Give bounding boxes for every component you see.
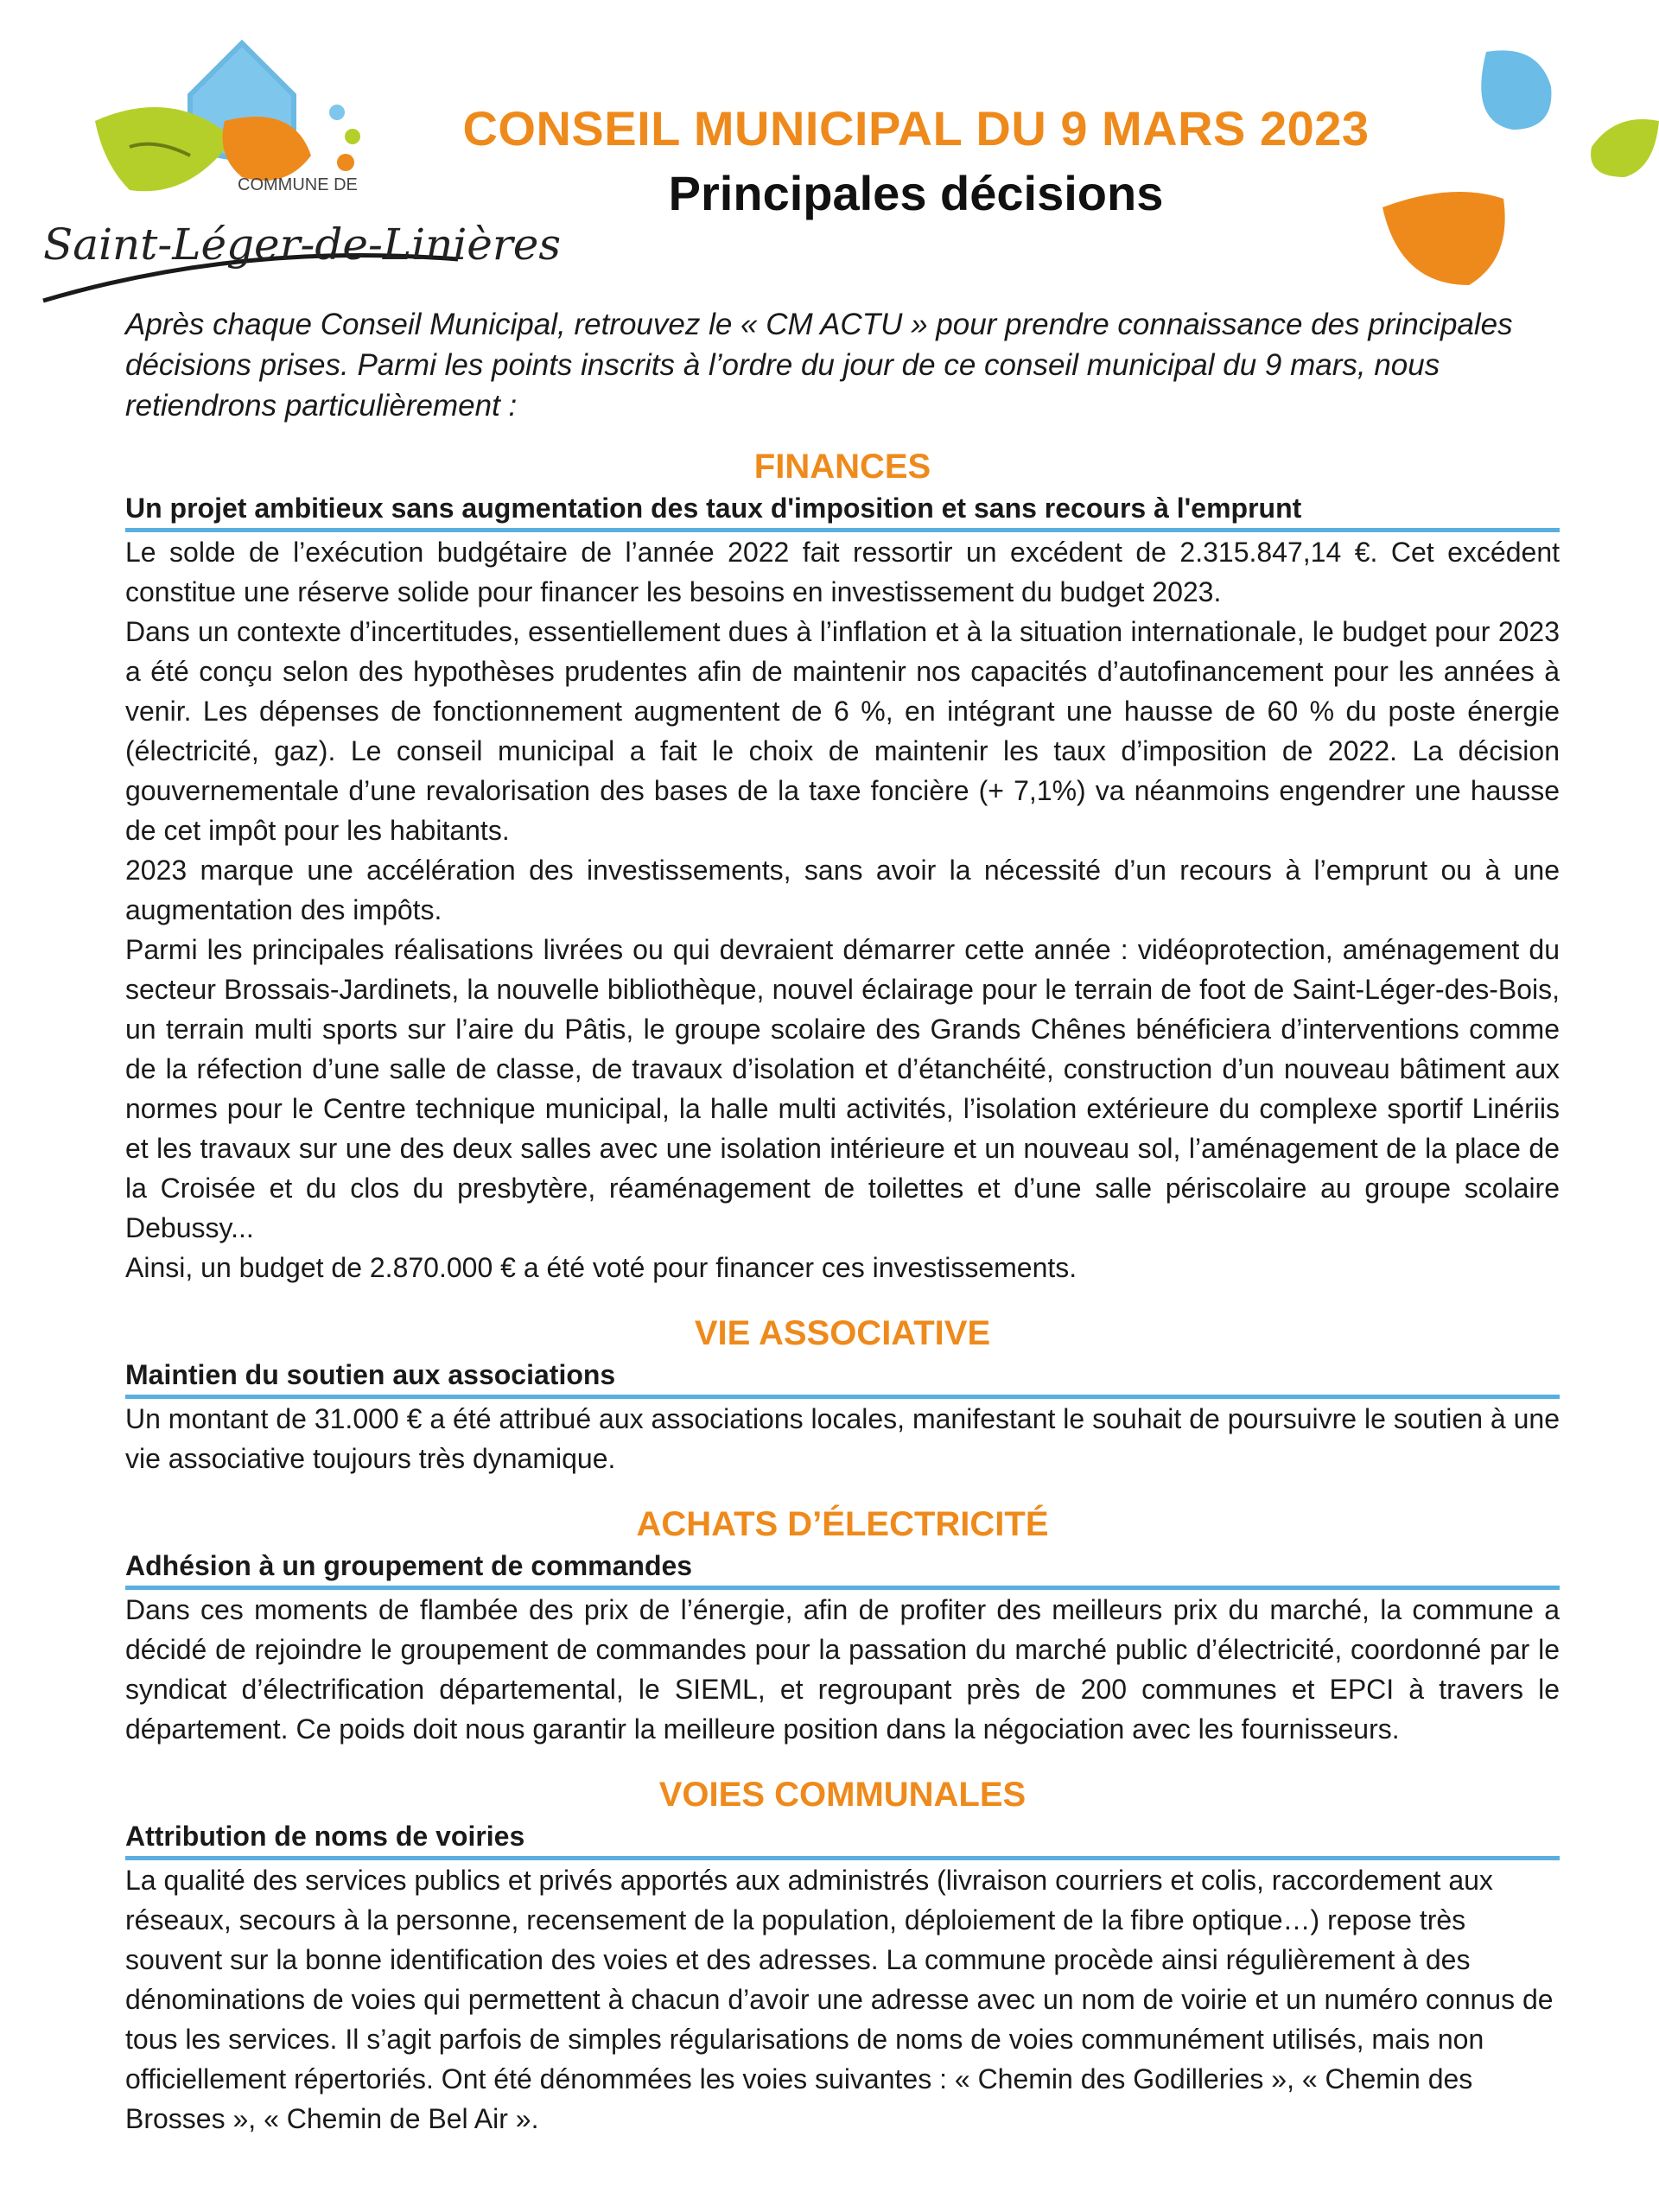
logo-commune-name: Saint-Léger-de-Linières xyxy=(43,219,562,270)
section-paragraph: Le solde de l’exécution budgétaire de l’année 2022 fait ressortir un excédent de 2.315.847,14 €. Cet excédent constitue une réserve solide pour financer les besoins en investissement du budget 2023. xyxy=(125,537,1560,607)
section-achats-electricite xyxy=(125,1503,1560,1749)
section-title: ACHATS D’ÉLECTRICITÉ xyxy=(636,1505,1049,1543)
section-subheading: Maintien du soutien aux associations xyxy=(125,1357,1560,1399)
section-paragraph: Dans ces moments de flambée des prix de l’énergie, afin de profiter des meilleurs prix du marché, la commune a décidé de rejoindre le groupement de commandes pour la passation du marché public d’électricité, coordonné par le syndicat d’électrification départemental, le SIEML, et regroupant près de 200 communes et EPCI à travers le département. Ce poids doit nous garantir la meilleure position dans la négociation avec les fournisseurs. xyxy=(125,1594,1560,1745)
section-voies-communales xyxy=(125,1773,1560,2139)
section-paragraph: Parmi les principales réalisations livrées ou qui devraient démarrer cette année : vidéoprotection, aménagement du secteur Brossais-Jardinets, la nouvelle bibliothèque, nouvel éclairage pour le terrain de foot de Saint-Léger-des-Bois, un terrain multi sports sur l’aire du Pâtis, le groupe scolaire des Grands Chênes bénéficiera d’interventions comme de la réfection d’une salle de classe, de travaux d’isolation et d’étanchéité, construction d’un nouveau bâtiment aux normes pour le Centre technique municipal, la halle multi activités, l’isolation extérieure du complexe sportif Linériis et les travaux sur une des deux salles avec une isolation intérieure et un nouveau sol, l’aménagement de la place de la Croisée et du clos du presbytère, réaménagement de toilettes et d’une salle périscolaire au groupe scolaire Debussy... xyxy=(125,934,1560,1243)
page-header xyxy=(397,99,1434,222)
section-paragraph: La qualité des services publics et privés apportés aux administrés (livraison courriers et colis, raccordement aux réseaux, secours à la personne, recensement de la population, déploiement de la fibre optique…) repose très souvent sur la bonne identification des voies et des adresses. La commune procède ainsi régulièrement à des dénominations de voies qui permettent à chacun d’avoir une adresse avec un nom de voirie et un numéro connus de tous les services. Il s’agit parfois de simples régularisations de noms de voies communément utilisés, mais non officiellement répertoriés. Ont été dénommées les voies suivantes : « Chemin des Godilleries », « Chemin des Brosses », « Chemin de Bel Air ». xyxy=(125,1865,1554,2134)
section-vie-associative xyxy=(125,1312,1560,1478)
section-subheading: Un projet ambitieux sans augmentation des taux d'imposition et sans recours à l'emprunt xyxy=(125,490,1560,532)
blue-drop-icon xyxy=(1481,50,1551,130)
section-title: VOIES COMMUNALES xyxy=(658,1776,1027,1814)
intro-paragraph: Après chaque Conseil Municipal, retrouvez le « CM ACTU » pour prendre connaissance des principales décisions prises. Parmi les points inscrits à l’ordre du jour de ce conseil municipal du 9 mars, nous retiendrons particulièrement : xyxy=(125,308,1513,423)
logo-commune-label: COMMUNE DE xyxy=(238,175,358,194)
section-subheading: Adhésion à un groupement de commandes xyxy=(125,1548,1560,1590)
page-title: CONSEIL MUNICIPAL DU 9 MARS 2023 xyxy=(462,101,1370,156)
section-title: VIE ASSOCIATIVE xyxy=(694,1314,991,1352)
section-paragraph: Ainsi, un budget de 2.870.000 € a été voté pour financer ces investissements. xyxy=(125,1252,1077,1283)
section-finances xyxy=(125,445,1560,1287)
section-paragraph: Dans un contexte d’incertitudes, essentiellement dues à l’inflation et à la situation internationale, le budget pour 2023 a été conçu selon des hypothèses prudentes afin de maintenir nos capacités d’autofinancement pour les années à venir. Les dépenses de fonctionnement augmentent de 6 %, en intégrant une hausse de 60 % du poste énergie (électricité, gaz). Le conseil municipal a fait le choix de maintenir les taux d’imposition de 2022. La décision gouvernementale d’une revalorisation des bases de la taxe foncière (+ 7,1%) va néanmoins engendrer une hausse de cet impôt pour les habitants. xyxy=(125,616,1560,846)
main-content xyxy=(125,304,1560,2163)
section-paragraph: 2023 marque une accélération des investissements, sans avoir la nécessité d’un recours à l’emprunt ou à une augmentation des impôts. xyxy=(125,855,1560,925)
section-subheading: Attribution de noms de voiries xyxy=(125,1818,1560,1860)
green-drop-icon xyxy=(1591,119,1659,177)
section-paragraph: Un montant de 31.000 € a été attribué aux associations locales, manifestant le souhait de poursuivre le soutien à une vie associative toujours très dynamique. xyxy=(125,1403,1560,1474)
section-title: FINANCES xyxy=(753,448,931,486)
page-subtitle: Principales décisions xyxy=(668,166,1164,221)
